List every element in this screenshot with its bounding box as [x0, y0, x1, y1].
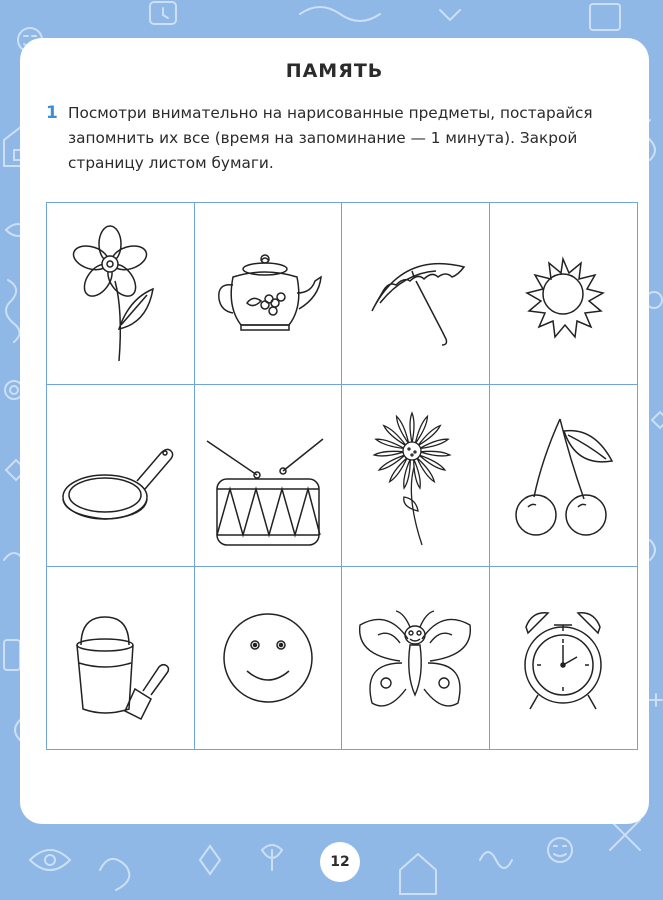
bucket-and-shovel-icon — [55, 583, 185, 733]
butterfly-icon — [350, 583, 480, 733]
picture-cell-smiley — [195, 567, 343, 749]
smiley-face-icon — [203, 583, 333, 733]
picture-cell-flower — [47, 203, 195, 385]
sun-icon — [498, 219, 628, 369]
worksheet-page — [20, 38, 649, 824]
cherries-icon — [498, 401, 628, 551]
picture-cell-sun — [490, 203, 638, 385]
frying-pan-icon — [55, 401, 185, 551]
umbrella-icon — [350, 219, 480, 369]
drum-icon — [203, 401, 333, 551]
page-title: ПАМЯТЬ — [285, 60, 384, 82]
task-instructions: Посмотри внимательно на нарисованные предметы, постарайся запомнить их все (время на запоминание — 1 минута). Закрой страницу листом бумаги. — [68, 104, 593, 172]
alarm-clock-icon — [498, 583, 628, 733]
task-number: 1 — [46, 103, 58, 123]
picture-cell-alarm-clock — [490, 567, 638, 749]
picture-cell-daisy — [342, 385, 490, 567]
picture-cell-drum — [195, 385, 343, 567]
flower-icon — [55, 219, 185, 369]
picture-cell-teapot — [195, 203, 343, 385]
page-number: 12 — [320, 842, 360, 882]
picture-cell-umbrella — [342, 203, 490, 385]
teapot-icon — [203, 219, 333, 369]
picture-cell-cherries — [490, 385, 638, 567]
picture-cell-bucket — [47, 567, 195, 749]
pictures-grid — [46, 202, 638, 750]
picture-cell-butterfly — [342, 567, 490, 749]
daisy-icon — [350, 401, 480, 551]
picture-cell-frying-pan — [47, 385, 195, 567]
